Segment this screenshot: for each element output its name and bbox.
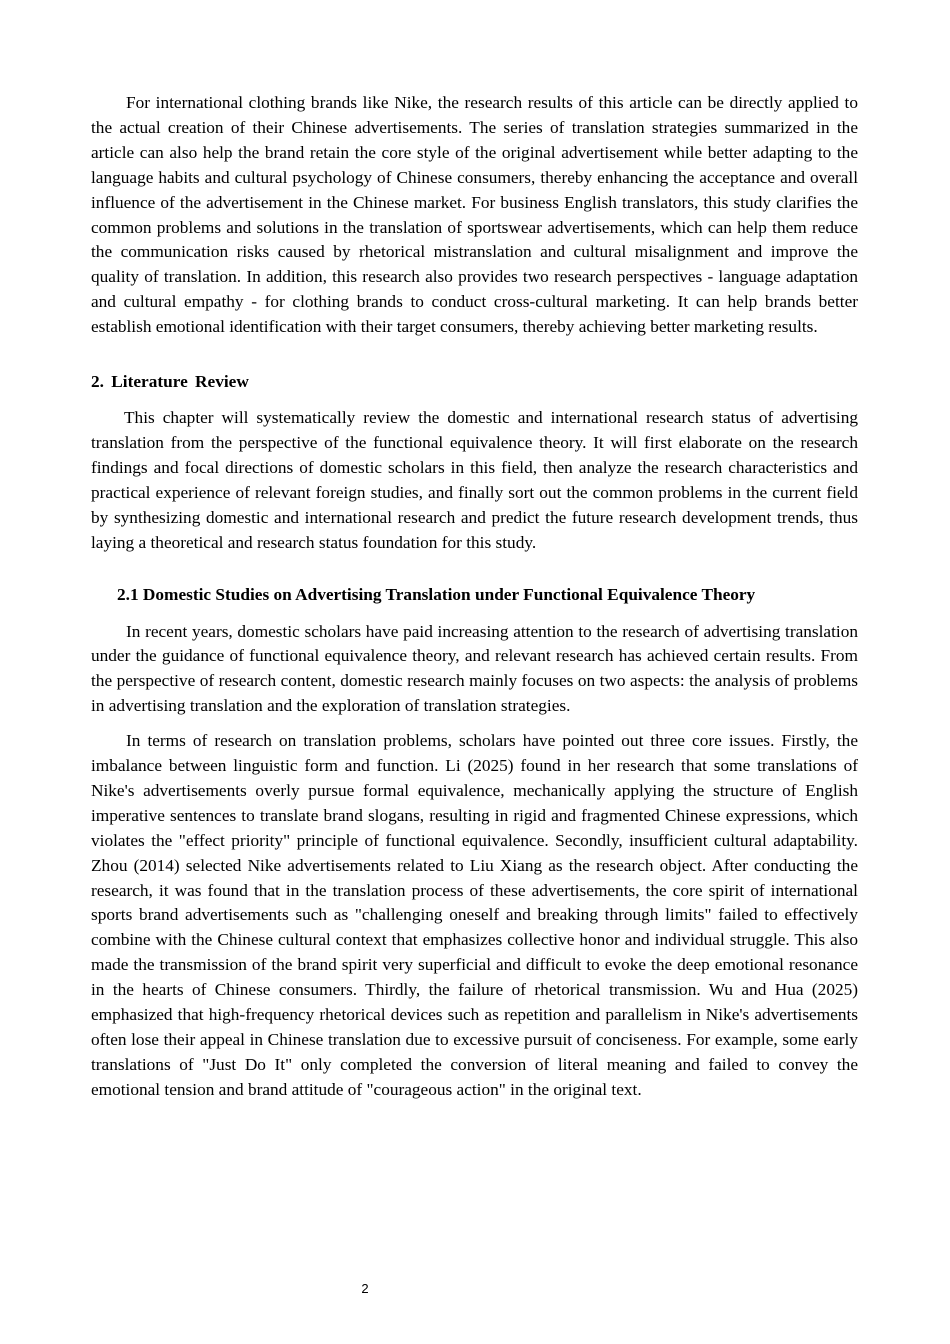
section-2-heading: 2. Literature Review	[91, 372, 249, 392]
page-number: 2	[361, 1281, 369, 1296]
section-2-1-paragraph-2: In terms of research on translation problems, scholars have pointed out three core issues. Firstly, the imbalance between linguistic form and function. Li (2025) found in her research that some translations of Nike's advertisements overly pursue formal equivalence, mechanically applying the structure of English imperative sentences to translate brand slogans, resulting in rigid and fragmented Chinese expressions, which violates the "effect priority" principle of functional equivalence. Secondly, insufficient cultural adaptability. Zhou (2014) selected Nike advertisements related to Liu Xiang as the research object. After conducting the research, it was found that in the translation process of these advertisements, the core spirit of international sports brand advertisements such as "challenging oneself and breaking through limits" failed to effectively combine with the Chinese cultural context that emphasizes collective honor and individual struggle. This also made the transmission of the brand spirit very superficial and difficult to evoke the deep emotional resonance in the hearts of Chinese consumers. Thirdly, the failure of rhetorical transmission. Wu and Hua (2025) emphasized that high-frequency rhetorical devices such as repetition and parallelism in Nike's advertisements often lose their appeal in Chinese translation due to excessive pursuit of conciseness. For example, some early translations of "Just Do It" only completed the conversion of literal meaning and failed to convey the emotional tension and brand attitude of "courageous action" in the original text.	[91, 731, 858, 1099]
section-2-1-heading: 2.1 Domestic Studies on Advertising Translation under Functional Equivalence Theory	[117, 584, 756, 604]
intro-paragraph: For international clothing brands like Nike, the research results of this article can be directly applied to the actual creation of their Chinese advertisements. The series of translation strategies summarized in the article can also help the brand retain the core style of the original advertisement while better adapting to the language habits and cultural psychology of Chinese consumers, thereby enhancing the acceptance and overall influence of the advertisement in the Chinese market. For business English translators, this study clarifies the common problems and solutions in the translation of sportswear advertisements, which can help them reduce the communication risks caused by rhetorical mistranslation and cultural misalignment and improve the quality of translation. In addition, this research also provides two research perspectives - language adaptation and cultural empathy - for clothing brands to conduct cross-cultural marketing. It can help brands better establish emotional identification with their target consumers, thereby achieving better marketing results.	[91, 93, 858, 337]
document-page	[91, 91, 858, 1103]
section-2-1-paragraph-1: In recent years, domestic scholars have paid increasing attention to the research of advertising translation under the guidance of functional equivalence theory, and relevant research has achieved certain results. From the perspective of research content, domestic research mainly focuses on two aspects: the analysis of problems in advertising translation and the exploration of translation strategies.	[91, 621, 858, 716]
section-2-paragraph: This chapter will systematically review the domestic and international research status of advertising translation from the perspective of the functional equivalence theory. It will first elaborate on the research findings and focal directions of domestic scholars in this field, then analyze the research characteristics and practical experience of relevant foreign studies, and finally sort out the common problems in the current field by synthesizing domestic and international research and predict the future research development trends, thus laying a theoretical and research status foundation for this study.	[91, 408, 858, 552]
